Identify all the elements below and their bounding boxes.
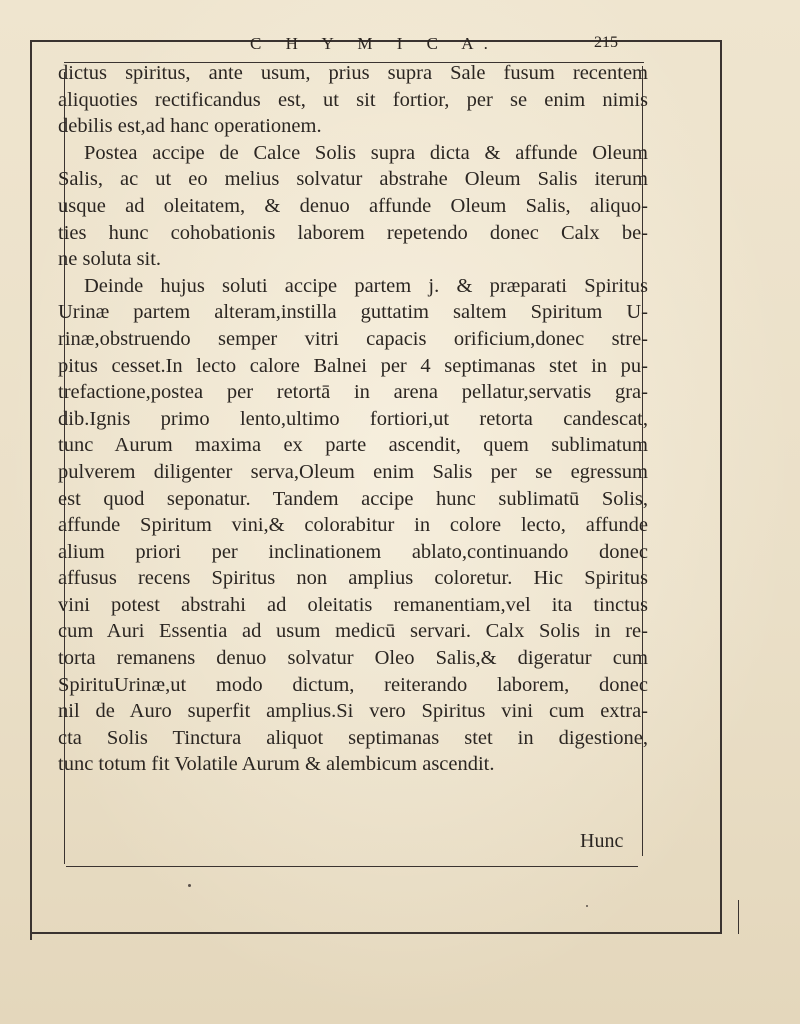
text-line: affunde Spiritum vini,& colorabitur in colore lecto, affunde [58,514,648,537]
text-line: dictus spiritus, ante usum, prius supra Sale fusum recentem [58,62,648,84]
text-line: ties hunc cohobationis laborem repetendo donec Calx be- [58,221,648,244]
text-line: dib.Ignis primo lento,ultimo fortiori,ut retorta candescat, [58,407,648,430]
text-line: affusus recens Spiritus non amplius coloretur. Hic Spiritus [58,567,648,590]
text-line: nil de Auro superfit amplius.Si vero Spiritus vini cum extra- [58,700,648,723]
text-line: est quod seponatur. Tandem accipe hunc sublimatū Solis, [58,487,648,510]
text-line: alium priori per inclinationem ablato,continuando donec [58,540,648,563]
text-line: debilis est,ad hanc operationem. [58,115,322,138]
text-line: SpirituUrinæ,ut modo dictum, reiterando laborem, donec [58,673,648,696]
catchword: Hunc [580,830,624,852]
text-line: rinæ,obstruendo semper vitri capacis orificium,donec stre- [58,327,648,350]
ink-speck [188,884,191,887]
text-line: Deinde hujus soluti accipe partem j. & præparati Spiritus [84,274,648,297]
text-line: cum Auri Essentia ad usum medicū servari. Calx Solis in re- [58,620,648,643]
running-head: C H Y M I C A. [250,34,498,53]
text-line: cta Solis Tinctura aliquot septimanas stet in digestione, [58,726,648,749]
text-line: usque ad oleitatem, & denuo affunde Oleum Salis, aliquo- [58,194,648,217]
text-line: Urinæ partem alteram,instilla guttatim saltem Spiritum U- [58,301,648,324]
text-line: pulverem diligenter serva,Oleum enim Salis per se egressum [58,460,648,483]
text-line: aliquoties rectificandus est, ut sit fortior, per se enim nimis [58,88,648,111]
frame-rule-left [30,40,32,940]
text-line: vini potest abstrahi ad oleitatis remanentiam,vel ita tinctus [58,593,648,616]
page-number: 215 [594,34,618,51]
margin-rule [738,900,739,934]
text-line: tunc Aurum maxima ex parte ascendit, quem sublimatum [58,434,648,457]
text-line: tunc totum fit Volatile Aurum & alembicum ascendit. [58,753,495,776]
text-line: Salis, ac ut eo melius solvatur abstrahe Oleum Salis iterum [58,168,648,191]
text-line: Postea accipe de Calce Solis supra dicta & affunde Oleum [84,141,648,164]
text-frame-bottom [66,866,638,867]
ink-speck [586,905,588,907]
text-line: torta remanens denuo solvatur Oleo Salis,& digeratur cum [58,647,648,670]
text-line: pitus cesset.In lecto calore Balnei per 4 septimanas stet in pu- [58,354,648,377]
text-line: ne soluta sit. [58,248,162,271]
frame-rule-right [720,40,722,932]
frame-rule-bottom [30,932,722,934]
text-line: trefactione,postea per retortā in arena pellatur,servatis gra- [58,381,648,404]
body-text [58,60,648,778]
